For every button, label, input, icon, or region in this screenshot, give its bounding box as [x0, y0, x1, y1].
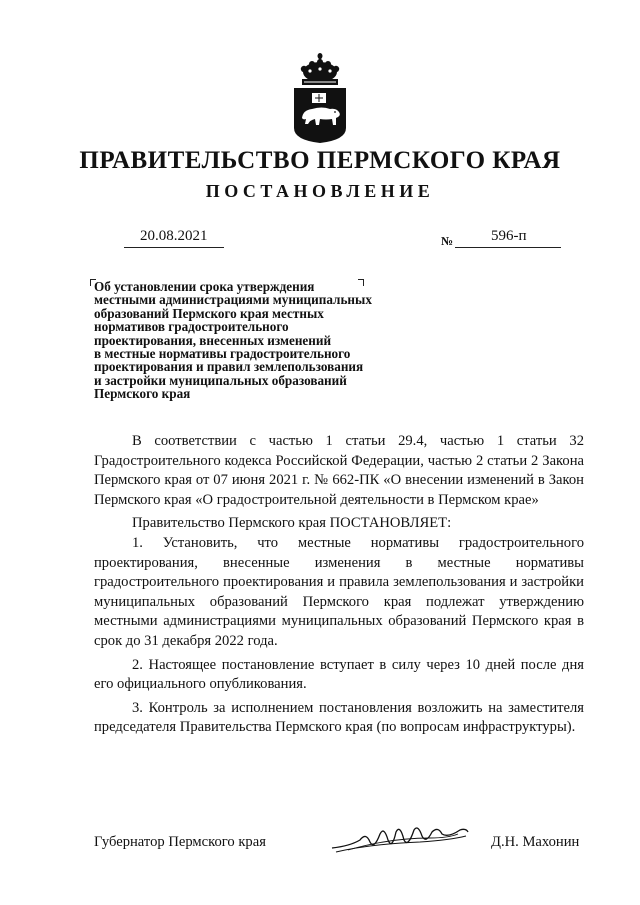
decree-date: 20.08.2021	[140, 228, 208, 244]
document-type-title: ПОСТАНОВЛЕНИЕ	[205, 181, 435, 201]
number-underline	[455, 247, 561, 248]
government-title: ПРАВИТЕЛЬСТВО ПЕРМСКОГО КРАЯ	[79, 147, 561, 174]
decree-body	[94, 432, 584, 738]
resolution-paragraph: Правительство Пермского края ПОСТАНОВЛЯЕТ:	[132, 515, 452, 532]
signatory-title: Губернатор Пермского края	[94, 834, 266, 850]
subject-line: образований Пермского края местных	[94, 305, 324, 321]
subject-line: в местные нормативы градостроительного	[94, 346, 351, 362]
decree-number: 596-п	[491, 228, 527, 244]
subject-line: Об установлении срока утверждения	[94, 279, 315, 294]
subject-line: Пермского края	[94, 386, 191, 402]
subject-line: и застройки муниципальных образований	[94, 372, 347, 388]
decree-subject	[94, 280, 434, 401]
subject-line: местными администрациями муниципальных	[94, 292, 372, 308]
clause-1-paragraph: 1. Установить, что местные нормативы градостроительного проектирования, внесенные изменения в местные нормативы градостроительного проектирования и правила землепользования и застройки муниципальных образований Пермского края подлежат утверждению местными администрациями муниципальных образований Пермского края в срок до 31 декабря 2022 года.	[94, 534, 584, 649]
clause-3-paragraph: 3. Контроль за исполнением постановления возложить на заместителя председателя Правительства Пермского края (по вопросам инфраструктуры).	[94, 699, 584, 736]
perm-krai-coat-of-arms-icon	[290, 52, 350, 144]
number-sign: №	[441, 234, 454, 248]
preamble-paragraph: В соответствии с частью 1 статьи 29.4, частью 1 статьи 32 Градостроительного кодекса Российской Федерации, частью 2 статьи 2 Закона Пермского края от 07 июня 2021 г. № 662-ПК «О внесении изменений в Закон Пермского края «О градостроительной деятельности в Пермском крае»	[94, 433, 584, 508]
clause-2-paragraph: 2. Настоящее постановление вступает в силу через 10 дней после дня его официального опубликования.	[94, 656, 584, 693]
signatory-name: Д.Н. Махонин	[491, 834, 580, 850]
handwritten-signature	[330, 818, 470, 858]
date-underline	[124, 247, 224, 248]
subject-line: проектирования, внесенных изменений	[94, 332, 332, 348]
subject-line: нормативов градостроительного	[94, 319, 289, 335]
subject-line: проектирования и правил землепользования	[94, 359, 364, 375]
